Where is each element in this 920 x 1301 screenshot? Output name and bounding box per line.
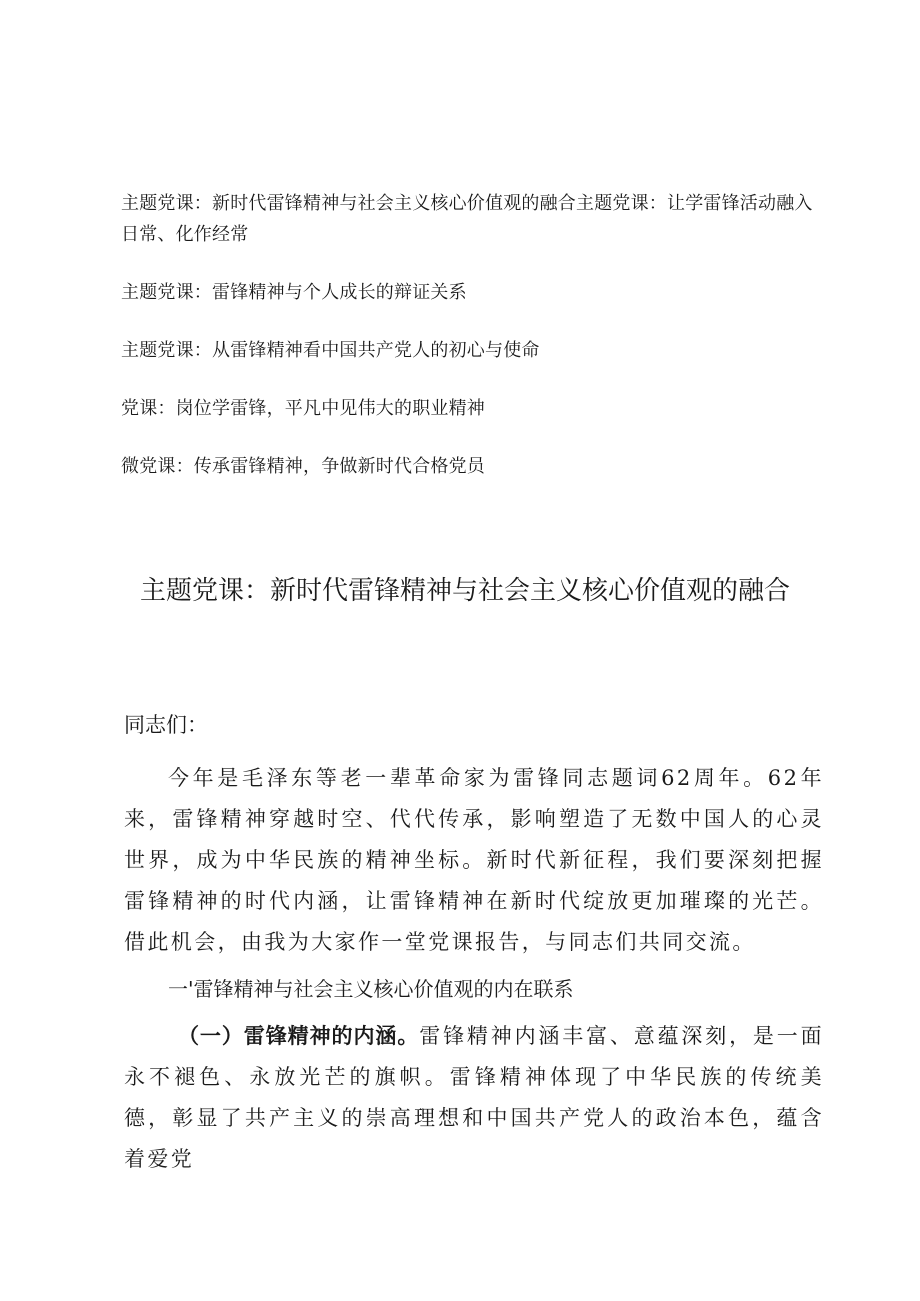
toc-item: 党课：岗位学雷锋，平凡中见伟大的职业精神 [121,398,485,419]
subsection-text: 雷锋精神内涵丰富、意蕴深刻，是一面永不褪色、永放光芒的旗帜。雷锋精神体现了中华民族的传统美德，彰显了共产主义的崇高理想和中国共产党人的政治本色，蕴含着爱党 [124,1024,824,1171]
section-heading: 一'雷锋精神与社会主义核心价值观的内在联系 [168,977,574,1001]
toc-item: 主题党课：雷锋精神与个人成长的辩证关系 [121,282,467,303]
salutation: 同志们： [124,713,208,737]
subsection-paragraph [124,1016,824,1180]
toc-item: 主题党课：从雷锋精神看中国共产党人的初心与使命 [121,340,540,361]
table-of-contents [121,188,821,509]
toc-item: 微党课：传承雷锋精神，争做新时代合格党员 [121,456,485,477]
subsection-lead: （一）雷锋精神的内涵。 [178,1024,420,1048]
article-title: 主题党课：新时代雷锋精神与社会主义核心价值观的融合 [139,576,790,606]
toc-item: 主题党课：新时代雷锋精神与社会主义核心价值观的融合主题党课：让学雷锋活动融入日常、化作经常 [121,193,813,245]
intro-paragraph: 今年是毛泽东等老一辈革命家为雷锋同志题词62周年。62年来，雷锋精神穿越时空、代代传承，影响塑造了无数中国人的心灵世界，成为中华民族的精神坐标。新时代新征程，我们要深刻把握雷锋精神的时代内涵，让雷锋精神在新时代绽放更加璀璨的光芒。借此机会，由我为大家作一堂党课报告，与同志们共同交流。 [124,766,824,954]
article-body [124,705,824,1180]
